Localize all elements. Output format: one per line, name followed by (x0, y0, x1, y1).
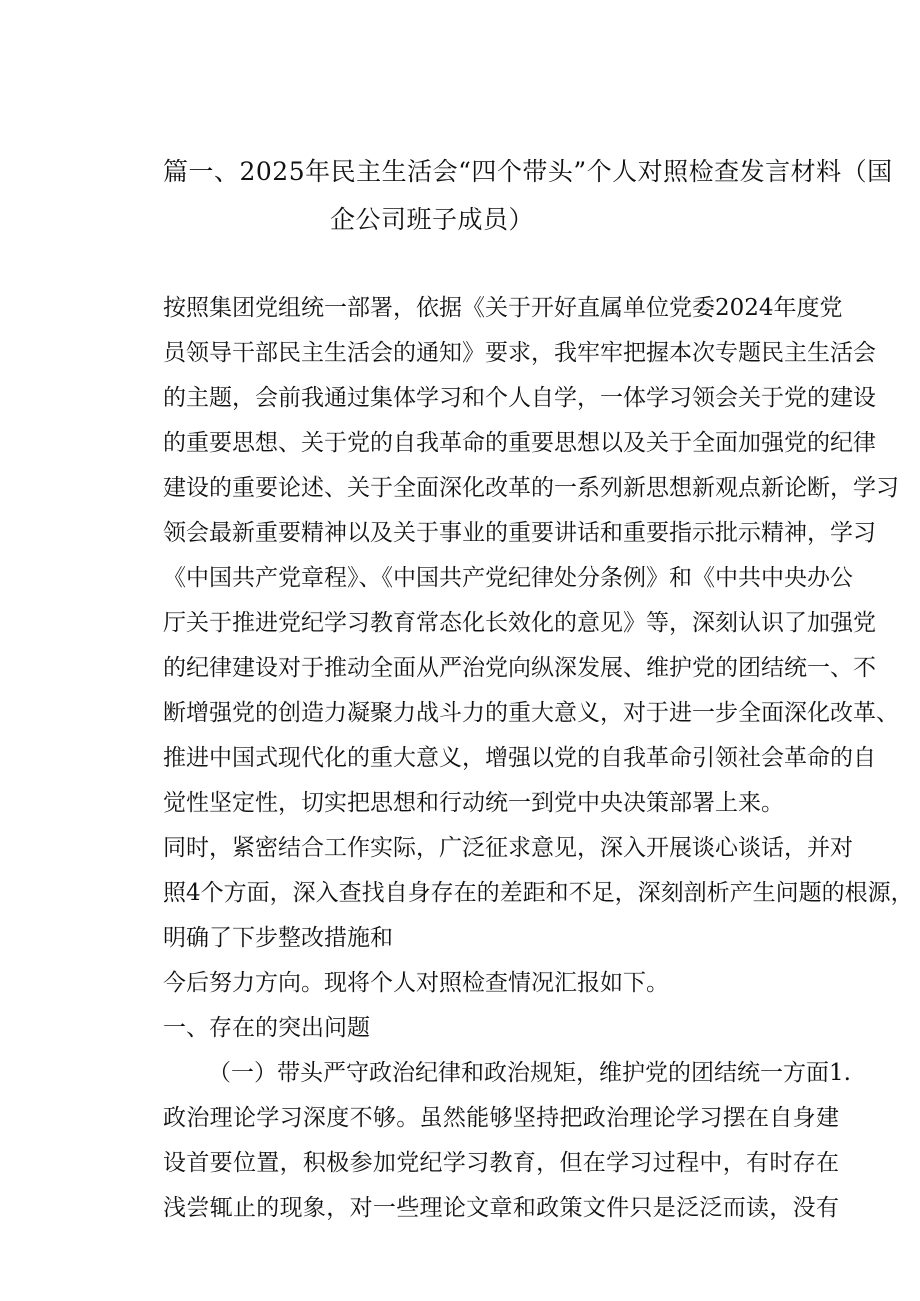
text-line: 的纪律建设对于推动全面从严治党向纵深发展、维护党的团结统一、不 (163, 655, 876, 681)
text-line: 政治理论学习深度不够。虽然能够坚持把政治理论学习摆在自身建 (163, 1105, 839, 1131)
title-line-1: 篇一、2025年民主生活会“四个带头”个人对照检查发言材料（国 (163, 157, 893, 186)
text-line: 推进中国式现代化的重大意义，增强以党的自我革命引领社会革命的自 (163, 745, 876, 771)
text-line: 今后努力方向。现将个人对照检查情况汇报如下。 (163, 970, 669, 996)
text-line: 同时，紧密结合工作实际，广泛征求意见，深入开展谈心谈话，并对 (163, 835, 853, 861)
section-heading: 一、存在的突出问题 (163, 1015, 370, 1041)
text-line: 《中国共产党章程》、《中国共产党纪律处分条例》和《中共中央办公 (163, 565, 853, 591)
text-line: 员领导干部民主生活会的通知》要求，我牢牢把握本次专题民主生活会 (163, 340, 876, 366)
text-line: 的主题，会前我通过集体学习和个人自学，一体学习领会关于党的建设 (163, 385, 876, 411)
text-line: 的重要思想、关于党的自我革命的重要思想以及关于全面加强党的纪律 (163, 430, 876, 456)
text-line: 照4个方面，深入查找自身存在的差距和不足，深刻剖析产生问题的根源， (163, 880, 914, 906)
text-line: 厅关于推进党纪学习教育常态化长效化的意见》等，深刻认识了加强党 (163, 610, 876, 636)
text-line: 领会最新重要精神以及关于事业的重要讲话和重要指示批示精神，学习 (163, 520, 876, 546)
text-line: 觉性坚定性，切实把思想和行动统一到党中央决策部署上来。 (163, 790, 784, 816)
text-line: 建设的重要论述、关于全面深化改革的一系列新思想新观点新论断，学习 (163, 475, 899, 501)
text-line: 设首要位置，积极参加党纪学习教育，但在学习过程中，有时存在 (163, 1150, 839, 1176)
title-line-2: 企公司班子成员） (330, 205, 535, 234)
text-line: 浅尝辄止的现象，对一些理论文章和政策文件只是泛泛而读，没有 (163, 1195, 839, 1221)
text-line: 按照集团党组统一部署，依据《关于开好直属单位党委2024年度党 (163, 295, 843, 321)
text-line: 明确了下步整改措施和 (163, 925, 393, 951)
text-line: 断增强党的创造力凝聚力战斗力的重大意义，对于进一步全面深化改革、 (163, 700, 899, 726)
subsection-heading: （一）带头严守政治纪律和政治规矩，维护党的团结统一方面1. (208, 1060, 851, 1086)
